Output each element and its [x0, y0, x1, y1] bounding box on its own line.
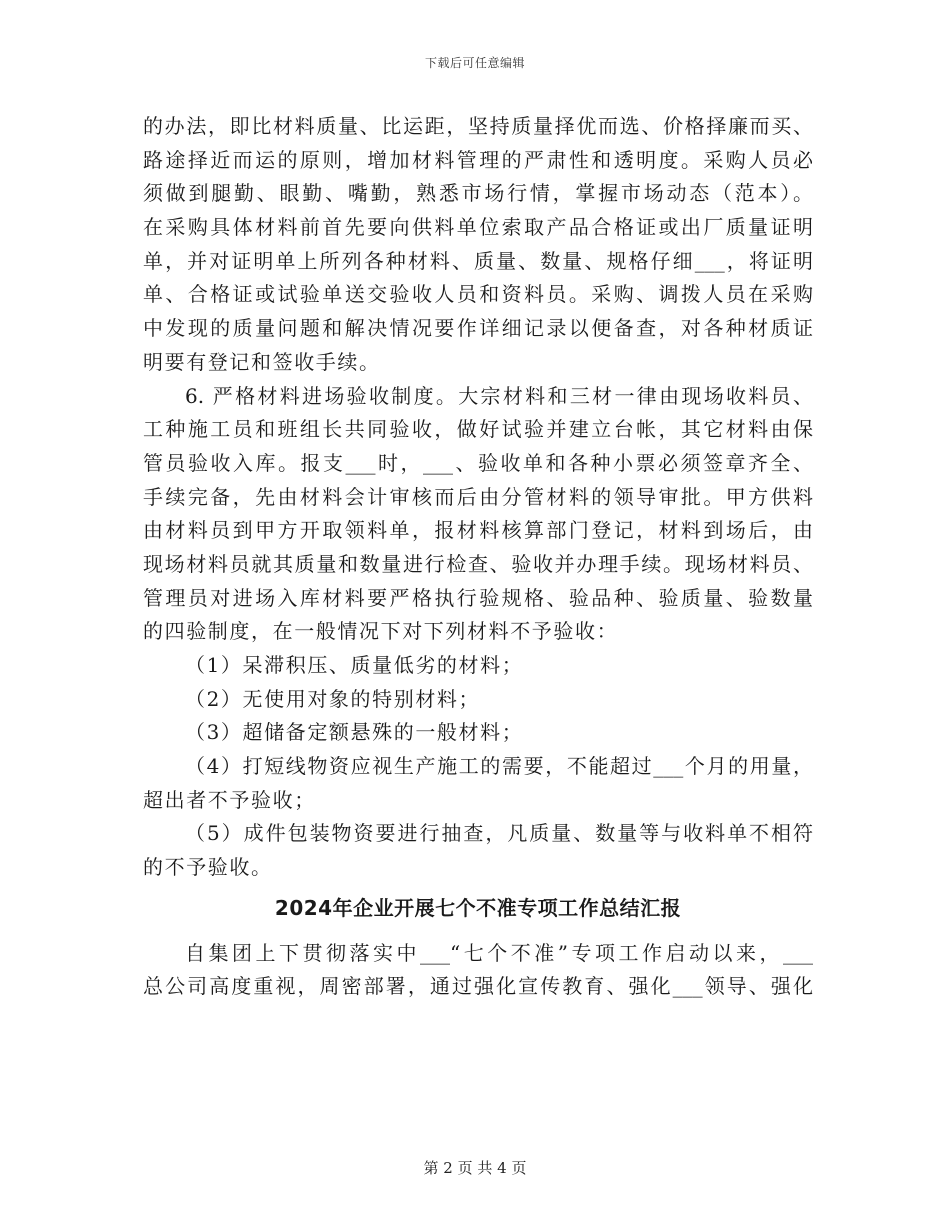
- list-item: （2）无使用对象的特别材料；: [185, 686, 481, 711]
- list-item: （5）成件包装物资要进行抽查，凡质量、数量等与收料单不相符: [185, 821, 813, 846]
- paragraph-line: 须做到腿勤、眼勤、嘴勤，熟悉市场行情，掌握市场动态（范本）。: [143, 181, 813, 206]
- paragraph-line: 在采购具体材料前首先要向供料单位索取产品合格证或出厂质量证明: [143, 215, 813, 240]
- paragraph-line: 路途择近而运的原则，增加材料管理的严肃性和透明度。采购人员必: [143, 147, 813, 172]
- list-item: （3）超储备定额悬殊的一般材料；: [185, 720, 524, 745]
- paragraph-line: 管员验收入库。报支___时，___、验收单和各种小票必须签章齐全、: [143, 450, 813, 475]
- paragraph-line: 的四验制度，在一般情况下对下列材料不予验收：: [143, 619, 619, 644]
- page-header: 下载后可任意编辑: [424, 56, 525, 70]
- list-item: （1）呆滞积压、质量低劣的材料；: [185, 653, 524, 677]
- paragraph-line: 现场材料员就其质量和数量进行检查、验收并办理手续。现场材料员、: [143, 551, 813, 576]
- document-body: [143, 110, 813, 1004]
- list-item-continuation: 超出者不予验收；: [143, 787, 316, 812]
- paragraph-line: 中发现的质量问题和解决情况要作详细记录以便备查，对各种材质证: [143, 316, 813, 341]
- paragraph-line: 工种施工员和班组长共同验收，做好试验并建立台帐，其它材料由保: [143, 417, 813, 442]
- paragraph-line: 自集团上下贯彻落实中___“七个不准”专项工作启动以来，___: [185, 940, 813, 965]
- paragraph-line: 管理员对进场入库材料要严格执行验规格、验品种、验质量、验数量: [143, 585, 813, 610]
- paragraph-line: 由材料员到甲方开取领料单，报材料核算部门登记，材料到场后，由: [143, 518, 813, 543]
- paragraph-line: 总公司高度重视，周密部署，通过强化宣传教育、强化___领导、强化: [143, 974, 813, 999]
- list-item-continuation: 的不予验收。: [143, 855, 273, 880]
- page-footer: 第 2 页 共 4 页: [423, 1159, 527, 1177]
- paragraph-line: 单、合格证或试验单送交验收人员和资料员。采购、调拨人员在采购: [143, 282, 813, 307]
- paragraph-line: 的办法，即比材料质量、比运距，坚持质量择优而选、价格择廉而买、: [143, 114, 813, 138]
- paragraph-line: 单，并对证明单上所列各种材料、质量、数量、规格仔细___，将证明: [143, 248, 813, 273]
- paragraph-line: 手续完备，先由材料会计审核而后由分管材料的领导审批。甲方供料: [143, 484, 813, 509]
- paragraph-line: 6. 严格材料进场验收制度。大宗材料和三材一律由现场收料员、: [185, 383, 813, 408]
- paragraph-line: 明要有登记和签收手续。: [143, 349, 381, 374]
- section-title: 2024年企业开展七个不准专项工作总结汇报: [274, 895, 682, 920]
- list-item: （4）打短线物资应视生产施工的需要，不能超过___个月的用量，: [185, 754, 813, 779]
